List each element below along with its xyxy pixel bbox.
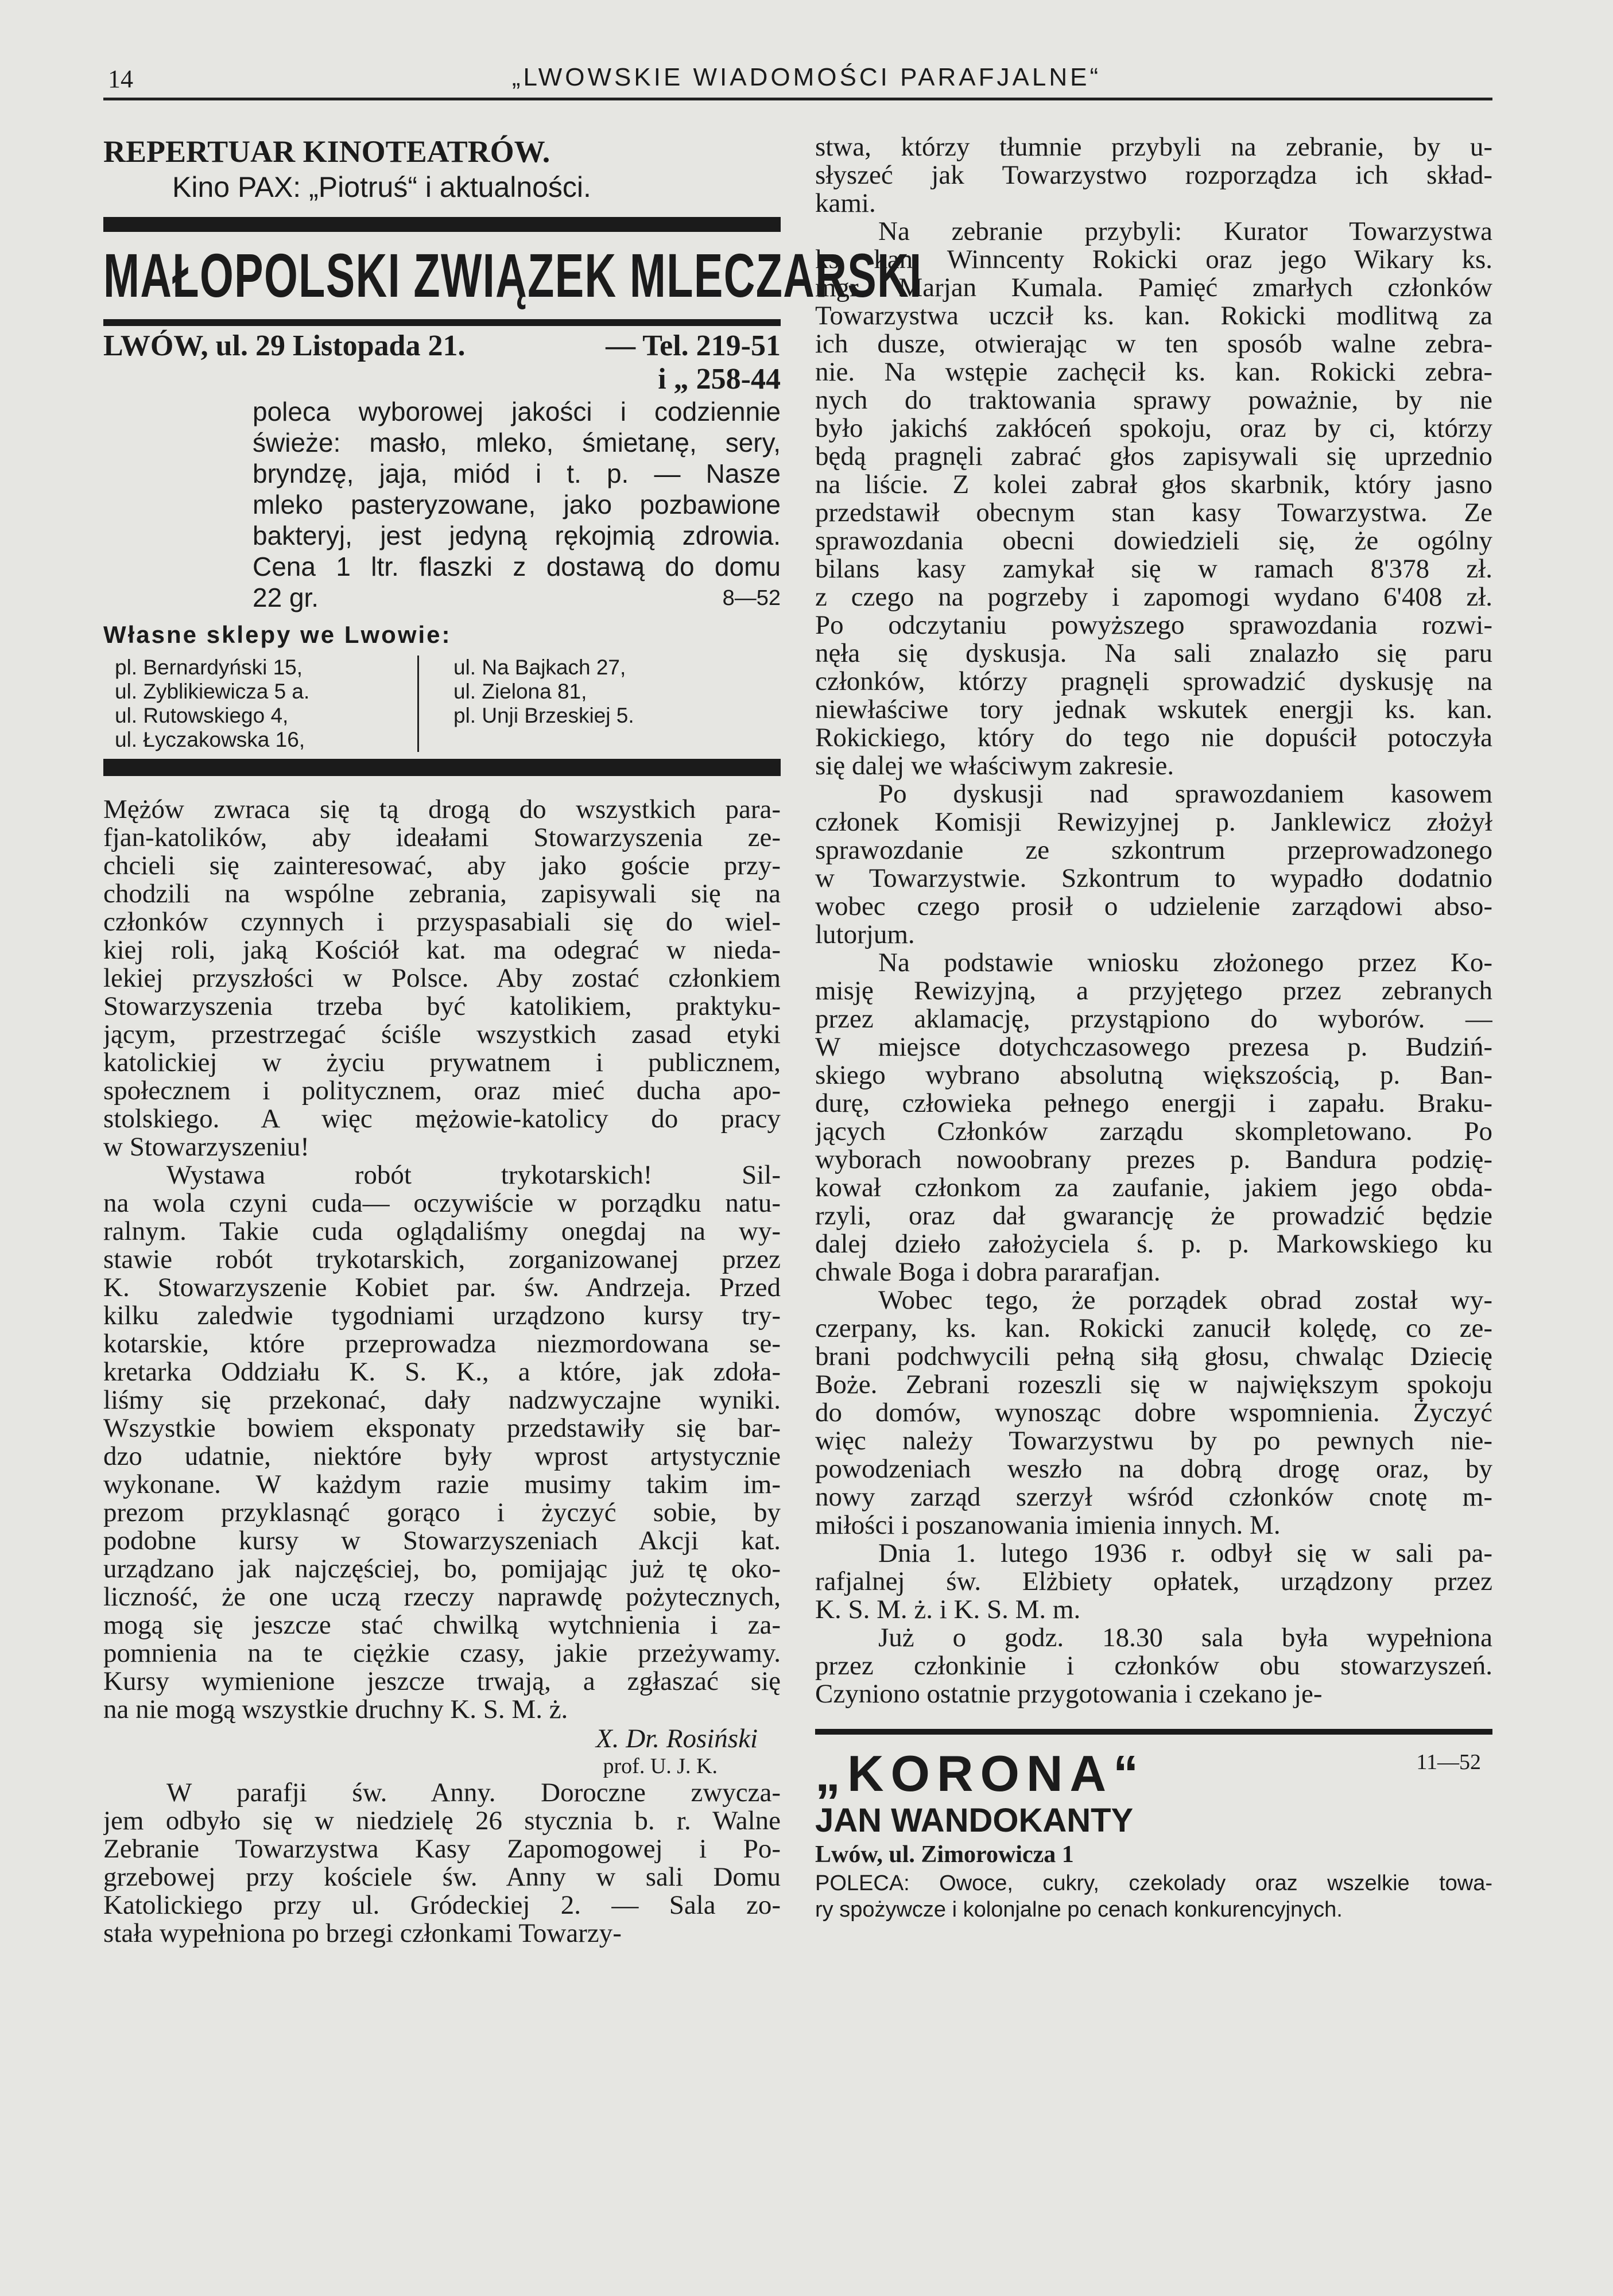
text-line: mleko pasteryzowane, jako pozbawione xyxy=(253,490,781,519)
text-line: ks. kan. Winncenty Rokicki oraz jego Wikary ks. xyxy=(815,246,1492,274)
text-line: będą pragnęli zabrać głos zapisywali się uprzednio xyxy=(815,443,1492,471)
text-line: do domów, wynosząc dobre wspomnienia. Życzyć xyxy=(815,1399,1492,1427)
shop-address: ul. Łyczakowska 16, xyxy=(115,728,305,751)
text-line: nych do traktowania sprawy poważnie, by nie xyxy=(815,386,1492,414)
repertuar-title: REPERTUAR KINOTEATRÓW. xyxy=(103,134,550,169)
text-line: więc należy Towarzystwu by po pewnych nie- xyxy=(815,1427,1492,1455)
text-line: kami. xyxy=(815,189,876,218)
text-line: Po odczytaniu powyższego sprawozdania rozwi- xyxy=(815,611,1492,639)
text-line: kretarka Oddziału K. S. K., a które, jak zdoła- xyxy=(103,1358,781,1386)
text-line: Wystawa robót trykotarskich! Sil- xyxy=(166,1161,781,1189)
text-line: świeże: masło, mleko, śmietanę, sery, xyxy=(253,428,781,457)
text-line: jących Członków zarządu skompletowano. Po xyxy=(815,1118,1492,1146)
text-line: poleca wyborowej jakości i codziennie xyxy=(253,397,781,426)
text-line: rafjalnej św. Elżbiety opłatek, urządzony przez xyxy=(815,1568,1492,1596)
text-line: sprawozdania obecni dowiedzieli się, że ogólny xyxy=(815,527,1492,555)
text-line: Już o godz. 18.30 sala była wypełniona xyxy=(878,1624,1492,1652)
text-line: misję Rewizyjną, a przyjętego przez zebranych xyxy=(815,977,1492,1005)
text-line: liczność, że one uczą rzeczy naprawdę pożytecznych, xyxy=(103,1583,781,1611)
text-line: niewłaściwe tory jednak wskutek energji ks. kan. xyxy=(815,696,1492,724)
text-line: brani podchwycili pełną siłą głosu, chwaląc Dziecię xyxy=(815,1343,1492,1371)
text-line: stawie robót trykotarskich, zorganizowanej przez xyxy=(103,1246,781,1274)
text-line: miłości i poszanowania imienia innych. M. xyxy=(815,1511,1281,1539)
article-st-anna xyxy=(103,1779,781,1948)
text-line: bryndzę, jaja, miód i t. p. — Nasze xyxy=(253,459,781,488)
text-line: K. S. M. ż. i K. S. M. m. xyxy=(815,1596,1081,1624)
text-line: kotarskie, które przeprowadza niezmordowana se- xyxy=(103,1330,781,1358)
text-line: mgr. Marjan Kumala. Pamięć zmarłych członków xyxy=(815,274,1492,302)
text-line: członek Komisji Rewizyjnej p. Janklewicz złożył xyxy=(815,808,1492,836)
ad-korona xyxy=(815,1729,1492,1923)
text-line: Boże. Zebrani rozeszli się w największym spokoju xyxy=(815,1371,1492,1399)
text-line: Czyniono ostatnie przygotowania i czekano je- xyxy=(815,1680,1323,1708)
text-line: w Towarzystwie. Szkontrum to wypadło dodatnio xyxy=(815,864,1492,893)
text-line: Wobec tego, że porządek obrad został wy- xyxy=(878,1286,1492,1314)
text-line: z czego na pogrzeby i zapomogi wydano 6'408 zł. xyxy=(815,583,1492,611)
text-line: przedstawił obecnym stan kasy Towarzystwa. Ze xyxy=(815,499,1492,527)
header-rule xyxy=(103,98,1492,100)
korona-text xyxy=(815,1870,1492,1923)
article-continuation xyxy=(815,133,1492,1708)
text-line: przez członkinie i członków obu stowarzyszeń. xyxy=(815,1652,1492,1680)
text-line: bakteryj, jest jedyną rękojmią zdrowia. xyxy=(253,521,781,550)
text-line: kiej roli, jaką Kościół kat. ma odegrać w nieda- xyxy=(103,936,781,964)
text-line: chwale Boga i dobra pararafjan. xyxy=(815,1258,1161,1286)
text-line: wykonane. W każdym razie musimy takim im- xyxy=(103,1471,781,1499)
text-line: lekiej przyszłości w Polsce. Aby zostać członkiem xyxy=(103,964,781,992)
ad-top-bar xyxy=(103,217,781,232)
text-line: fjan-katolików, aby ideałami Stowarzyszenia ze- xyxy=(103,824,781,852)
text-line: było jakichś zakłóceń spokoju, oraz by ci, którzy xyxy=(815,414,1492,443)
ad-logo-underline xyxy=(103,319,781,326)
text-line: K. Stowarzyszenie Kobiet par. św. Andrzeja. Przed xyxy=(103,1274,781,1302)
text-line: wyborach nowoobrany prezes p. Bandura podzię- xyxy=(815,1146,1492,1174)
text-line: sprawozdanie ze szkontrum przeprowadzonego xyxy=(815,836,1492,864)
text-line: grzebowej przy kościele św. Anny w sali Domu xyxy=(103,1863,781,1891)
text-line: bilans kasy zamykał się w ramach 8'378 zł. xyxy=(815,555,1492,583)
ad-mleczarski xyxy=(103,217,922,776)
text-line: na liście. Z kolei zabrał głos skarbnik, który jasno xyxy=(815,471,1492,499)
text-line: słyszeć jak Towarzystwo rozporządza ich skład- xyxy=(815,161,1492,189)
text-line: W parafji św. Anny. Doroczne zwycza- xyxy=(166,1779,781,1807)
repertuar-line: Kino PAX: „Piotruś“ i aktualności. xyxy=(172,171,591,203)
ad-body: poleca wyborowej jakości i codziennie świeże: masło, mleko, śmietanę, sery, bryndzę, jaja, miód i t. p. — Nasze mleko pasteryzowane, jako pozbawione bakteryj, jest jedyną rękojmią zdrowia. Cena 1 ltr. flaszki z dostawą do domu 22 gr. 8—52 xyxy=(253,397,781,612)
text-line: katolickiej w życiu prywatnem i publicznem, xyxy=(103,1049,781,1077)
shop-address: ul. Zielona 81, xyxy=(453,680,587,703)
text-line: dzo udatnie, niektóre były wprost artystycznie xyxy=(103,1442,781,1471)
text-line: podobne kursy w Stowarzyszeniach Akcji kat. xyxy=(103,1527,781,1555)
text-line: Dnia 1. lutego 1936 r. odbył się w sali pa- xyxy=(878,1539,1492,1568)
text-line: nie. Na wstępie zachęcił ks. kan. Rokicki zebra- xyxy=(815,358,1492,386)
text-line: na nie mogą wszystkie druchny K. S. M. ż. xyxy=(103,1696,568,1724)
ad-phone-1: — Tel. 219-51 xyxy=(606,329,781,362)
page-number: 14 xyxy=(108,65,133,93)
ad-address-row xyxy=(103,329,781,363)
ad-logo: MAŁOPOLSKI ZWIĄZEK MLECZARSKI xyxy=(103,241,922,310)
korona-name: „KORONA“ xyxy=(815,1745,1146,1802)
text-line: ralnym. Takie cuda oglądaliśmy onegdaj na wy- xyxy=(103,1217,781,1246)
text-line: społecznem i politycznem, oraz mieć ducha apo- xyxy=(103,1077,781,1105)
shop-address: ul. Na Bajkach 27, xyxy=(453,656,626,679)
text-line: jem odbyło się w niedzielę 26 stycznia b. r. Walne xyxy=(103,1807,781,1835)
text-line: mogą się jeszcze stać chwilką wytchnienia i za- xyxy=(103,1611,781,1639)
text-line: w Stowarzyszeniu! xyxy=(103,1133,309,1161)
shop-address: pl. Bernardyński 15, xyxy=(115,656,303,679)
text-line: wobec czego prosił o udzielenie zarządowi abso- xyxy=(815,893,1492,921)
signature-title: prof. U. J. K. xyxy=(603,1754,718,1778)
text-line: chodzili na wspólne zebrania, zapisywali się na xyxy=(103,880,781,908)
text-line: stolskiego. A więc mężowie-katolicy do pracy xyxy=(103,1105,781,1133)
text-line: W miejsce dotychczasowego prezesa p. Budziń- xyxy=(815,1033,1492,1061)
text-line: ich dusze, otwierając w ten sposób walne zebra- xyxy=(815,330,1492,358)
shop-address: pl. Unji Brzeskiej 5. xyxy=(453,704,634,727)
text-line: nęła się dyskusja. Na sali znalazło się paru xyxy=(815,639,1492,668)
text-line: czerpany, ks. kan. Rokicki zanucił kolędę, co ze- xyxy=(815,1314,1492,1343)
text-line: Mężów zwraca się tą drogą do wszystkich para- xyxy=(103,796,781,824)
shops-list xyxy=(109,656,781,752)
text-line: POLECA: Owoce, cukry, czekolady oraz wszelkie towa- xyxy=(815,1871,1492,1895)
korona-address: Lwów, ul. Zimorowicza 1 xyxy=(815,1841,1074,1868)
text-line: się dalej we właściwym zakresie. xyxy=(815,752,1174,780)
text-line: liśmy się przekonać, dały nadzwyczajne wyniki. xyxy=(103,1386,781,1414)
text-line: urządzano jak najczęściej, bo, pomijając już tę oko- xyxy=(103,1555,781,1583)
text-line: 22 gr. xyxy=(253,583,319,612)
text-line: Po dyskusji nad sprawozdaniem kasowem xyxy=(878,780,1492,808)
text-line: Zebranie Towarzystwa Kasy Zapomogowej i Po- xyxy=(103,1835,781,1863)
shop-address: ul. Rutowskiego 4, xyxy=(115,704,289,727)
text-line: Kursy wymienione jeszcze trwają, a zgłaszać się xyxy=(103,1667,781,1696)
shop-address: ul. Zyblikiewicza 5 a. xyxy=(115,680,310,703)
shops-column-1 xyxy=(109,656,419,752)
text-line: Towarzystwa uczcił ks. kan. Rokicki modlitwą za xyxy=(815,302,1492,330)
korona-code: 11—52 xyxy=(1416,1750,1481,1774)
text-line: przez aklamację, przystąpiono do wyborów. — xyxy=(815,1005,1492,1033)
text-line: jącym, przestrzegać ściśle wszystkich zasad etyki xyxy=(103,1021,781,1049)
article-men-and-exhibition xyxy=(103,796,781,1724)
signature-name: X. Dr. Rosiński xyxy=(596,1724,758,1754)
ad-phone-2: i „ 258-44 xyxy=(658,363,781,395)
text-line: Cena 1 ltr. flaszki z dostawą do domu xyxy=(253,552,781,581)
running-head: „LWOWSKIE WIADOMOŚCI PARAFJALNE“ xyxy=(511,63,1102,91)
text-line: rzyli, oraz dał gwarancję że prowadzić będzie xyxy=(815,1202,1492,1230)
text-line: stała wypełniona po brzegi członkami Towarzy- xyxy=(103,1919,622,1948)
text-line: nowy zarząd szerzył wśród członków cnotę m- xyxy=(815,1483,1492,1511)
shops-column-2 xyxy=(419,656,740,752)
text-line: Wszystkie bowiem eksponaty przedstawiły się bar- xyxy=(103,1414,781,1442)
text-line: stwa, którzy tłumnie przybyli na zebranie, by u- xyxy=(815,133,1492,161)
ad-address: LWÓW, ul. 29 Listopada 21. xyxy=(103,329,466,362)
text-line: kował członkom za zaufanie, jakiem jego obda- xyxy=(815,1174,1492,1202)
text-line: prezom przyklasnąć gorąco i życzyć sobie, by xyxy=(103,1499,781,1527)
text-line: pomnienia na te ciężkie czasy, jakie przeżywamy. xyxy=(103,1639,781,1667)
text-line: lutorjum. xyxy=(815,921,915,949)
text-line: powodzeniach weszło na dobrą drogę oraz, by xyxy=(815,1455,1492,1483)
text-line: dalej dzieło założyciela ś. p. p. Markowskiego ku xyxy=(815,1230,1492,1258)
text-line: skiego wybrano absolutną większością, p. Ban- xyxy=(815,1061,1492,1089)
text-line: kilku zaledwie tygodniami urządzono kursy try- xyxy=(103,1302,781,1330)
text-line: Na zebranie przybyli: Kurator Towarzystwa xyxy=(878,218,1492,246)
text-line: ry spożywcze i kolonjalne po cenach konkurencyjnych. xyxy=(815,1898,1343,1922)
text-line: durę, człowieka pełnego energji i zapału. Braku- xyxy=(815,1089,1492,1118)
text-line: na wola czyni cuda— oczywiście w porządku natu- xyxy=(103,1189,781,1217)
text-line: członków, którzy pragnęli sprowadzić dyskusję na xyxy=(815,668,1492,696)
text-line: chcieli się zainteresować, aby jako goście przy- xyxy=(103,852,781,880)
right-column xyxy=(815,133,1492,1923)
ad-bottom-bar xyxy=(103,759,781,776)
text-line: Katolickiego przy ul. Gródeckiej 2. — Sala zo- xyxy=(103,1891,781,1919)
text-line: członków czynnych i przyspasabiali się do wiel- xyxy=(103,908,781,936)
text-line: Rokickiego, który do tego nie dopuścił potoczyła xyxy=(815,724,1492,752)
text-line: Na podstawie wniosku złożonego przez Ko- xyxy=(878,949,1492,977)
shops-title: Własne sklepy we Lwowie: xyxy=(103,621,452,648)
text-line: Stowarzyszenia trzeba być katolikiem, praktyku- xyxy=(103,992,781,1021)
korona-owner: JAN WANDOKANTY xyxy=(815,1802,1134,1839)
